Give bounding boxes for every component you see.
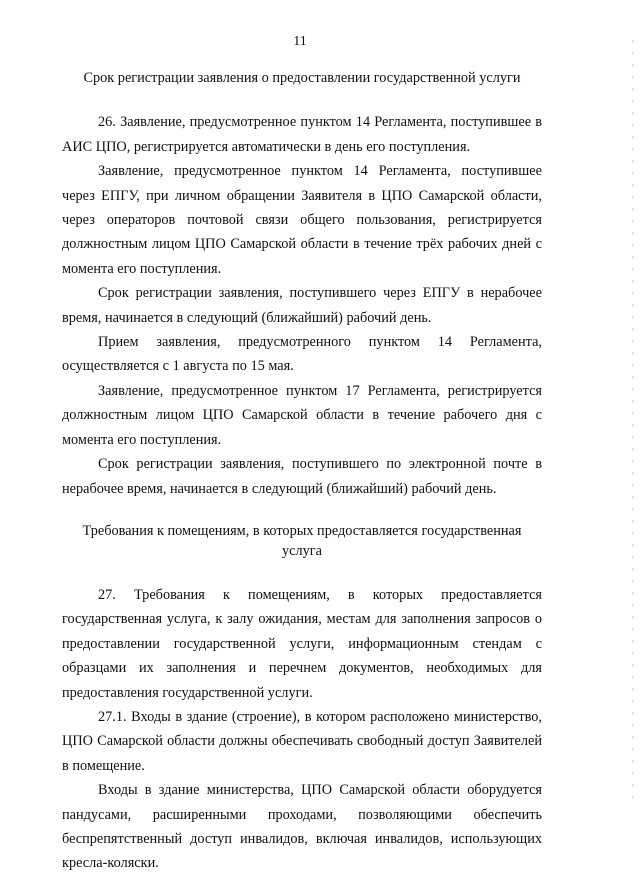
paragraph-registration-epgu: Заявление, предусмотренное пунктом 14 Регламента, поступившее через ЕПГУ, при личном обращении Заявителя в ЦПО Самарской области, через операторов почтовой связи общего пользования, регистрируется должностным лицом ЦПО Самарской области в течение трёх рабочих дней с момента его поступления. bbox=[62, 163, 542, 277]
page-number: 11 bbox=[293, 34, 307, 49]
paragraph-nonworking-time-email: Срок регистрации заявления, поступившего по электронной почте в нерабочее время, начинается в следующий (ближайший) рабочий день. bbox=[62, 456, 542, 497]
paragraph-reception-period: Прием заявления, предусмотренного пунктом 14 Регламента, осуществляется с 1 августа по 15 мая. bbox=[62, 334, 542, 375]
paragraph-26: 26. Заявление, предусмотренное пунктом 14 Регламента, поступившее в АИС ЦПО, регистрируется автоматически в день его поступления. bbox=[62, 114, 542, 155]
paragraph-entrances: Входы в здание министерства, ЦПО Самарской области оборудуется пандусами, расширенными проходами, позволяющими обеспечить беспрепятственный доступ инвалидов, включая инвалидов, использующих кресла-коляски. bbox=[62, 782, 542, 872]
document-body bbox=[62, 60, 542, 876]
paragraph-27: 27. Требования к помещениям, в которых предоставляется государственная услуга, к залу ожидания, местам для заполнения запросов о предоставлении государственной услуги, информационным стендам с образцами их заполнения и перечнем документов, необходимых для предоставления государственной услуги. bbox=[62, 586, 542, 701]
scan-edge-artifact bbox=[626, 40, 640, 860]
section-heading-premises: Требования к помещениям, в которых предоставляется государственная услуга bbox=[82, 522, 522, 559]
paragraph-registration-17: Заявление, предусмотренное пунктом 17 Регламента, регистрируется должностным лицом ЦПО Самарской области в течение рабочего дня с момента его поступления. bbox=[62, 382, 542, 448]
section-heading-registration-term: Срок регистрации заявления о предоставлении государственной услуги bbox=[83, 70, 521, 86]
paragraph-27-1: 27.1. Входы в здание (строение), в котором расположено министерство, ЦПО Самарской области должны обеспечивать свободный доступ Заявителей в помещение. bbox=[62, 708, 542, 774]
paragraph-nonworking-time-epgu: Срок регистрации заявления, поступившего через ЕПГУ в нерабочее время, начинается в следующий (ближайший) рабочий день. bbox=[62, 285, 542, 326]
